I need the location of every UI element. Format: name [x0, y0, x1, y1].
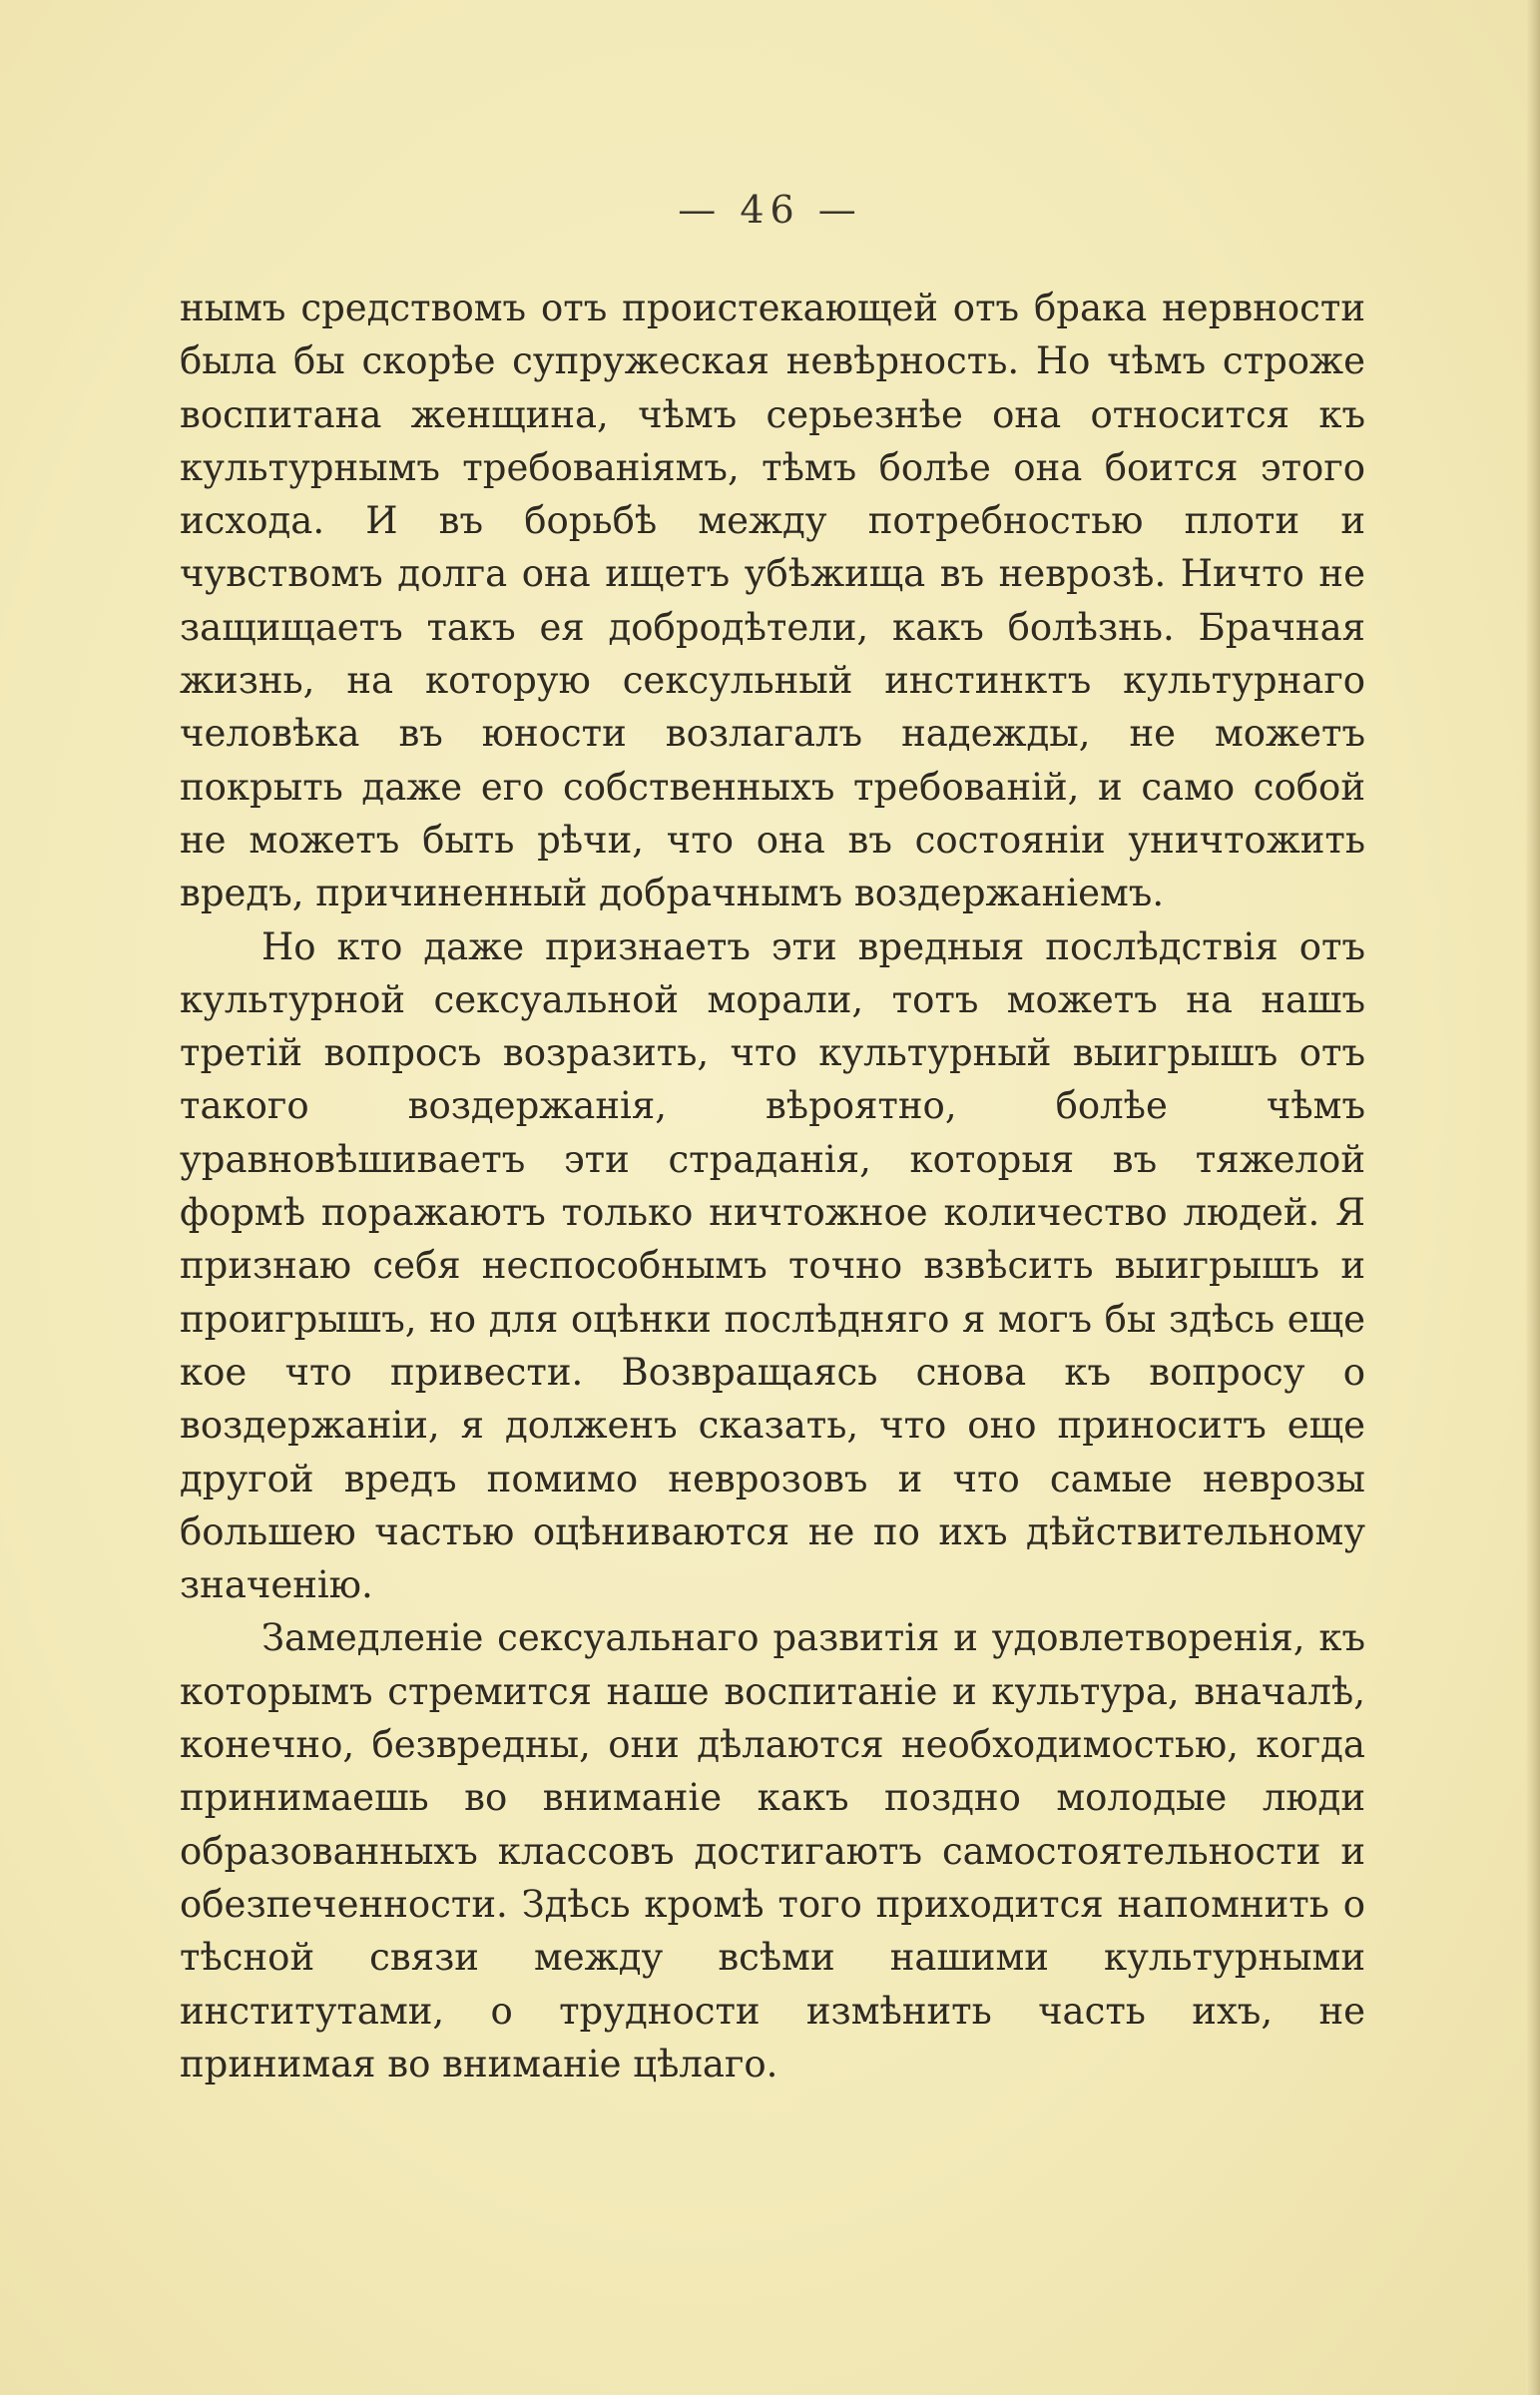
- page-number: — 46 —: [678, 188, 862, 232]
- paragraph-2: Но кто даже признаетъ эти вредныя послѣдствія отъ культурной сексуальной морали, тотъ можетъ на нашъ третій вопросъ возразить, что культурный выигрышъ отъ такого воздержанія, вѣроятно, болѣе чѣмъ уравновѣшиваетъ эти страданія, которыя въ тяжелой формѣ поражаютъ только ничтожное количество людей. Я признаю себя неспособнымъ точно взвѣсить выигрышъ и проигрышъ, но для оцѣнки послѣдняго я могъ бы здѣсь еще кое что привести. Возвращаясь снова къ вопросу о воздержаніи, я долженъ сказать, что оно приноситъ еще другой вредъ помимо неврозовъ и что самые неврозы большею частью оцѣниваются не по ихъ дѣйствительному значенію.: [180, 924, 1365, 1607]
- paragraph-3: Замедленіе сексуальнаго развитія и удовлетворенія, къ которымъ стремится наше воспитаніе и культура, вначалѣ, конечно, безвредны, они дѣлаются необходимостью, когда принимаешь во вниманіе какъ поздно молодые люди образованныхъ классовъ достигаютъ самостоятельности и обезпеченности. Здѣсь кромѣ того приходится напомнить о тѣсной связи между всѣми нашими культурными институтами, о трудности измѣнить часть ихъ, не принимая во вниманіе цѣлаго.: [180, 1616, 1365, 2086]
- body-text: [180, 282, 1365, 2091]
- paragraph-1: нымъ средствомъ отъ проистекающей отъ брака нервности была бы скорѣе супружеская невѣрность. Но чѣмъ строже воспитана женщина, чѣмъ серьезнѣе она относится къ культурнымъ требованіямъ, тѣмъ болѣе она боится этого исхода. И въ борьбѣ между потребностью плоти и чувствомъ долга она ищетъ убѣжища въ неврозѣ. Ничто не защищаетъ такъ ея добродѣтели, какъ болѣзнь. Брачная жизнь, на которую сексульный инстинктъ культурнаго человѣка въ юности возлагалъ надежды, не можетъ покрыть даже его собственныхъ требованій, и само собой не можетъ быть рѣчи, что она въ состояніи уничтожить вредъ, причиненный добрачнымъ воздержаніемъ.: [180, 287, 1365, 915]
- page-edge-shadow: [1526, 0, 1540, 2395]
